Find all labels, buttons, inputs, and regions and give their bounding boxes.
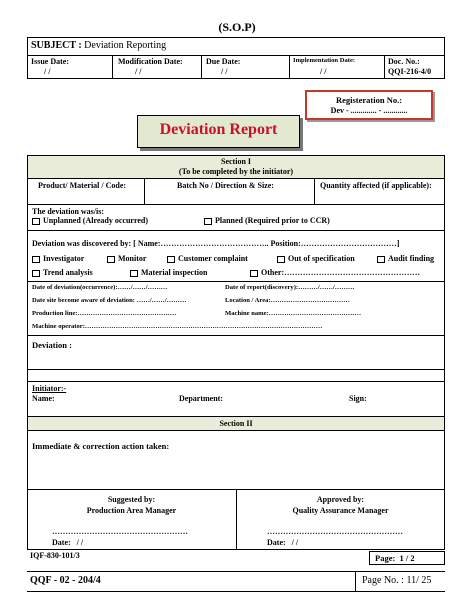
date-occurrence[interactable]: Date of deviation(occurrence):……/……/……… bbox=[32, 284, 168, 291]
department-label: Department: bbox=[179, 394, 223, 403]
opt-planned[interactable]: Planned (Required prior to CCR) bbox=[204, 216, 330, 225]
mod-date-label: Modification Date: bbox=[118, 57, 183, 66]
cb-monitor[interactable]: Monitor bbox=[107, 254, 146, 263]
checkbox-customer-complaint[interactable] bbox=[167, 256, 175, 263]
col-batch: Batch No / Direction & Size: bbox=[177, 181, 274, 190]
checkbox-unplanned[interactable] bbox=[32, 218, 40, 225]
approved-role: Quality Assurance Manager bbox=[292, 506, 389, 515]
report-title: Deviation Report bbox=[159, 121, 278, 138]
cb-audit-finding[interactable]: Audit finding bbox=[377, 254, 434, 263]
due-date-value: / / bbox=[221, 67, 228, 76]
opt-unplanned[interactable]: Unplanned (Already occurred) bbox=[32, 216, 148, 225]
checkbox-material-inspection[interactable] bbox=[130, 270, 138, 277]
checkbox-trend-analysis[interactable] bbox=[32, 270, 40, 277]
cb-other[interactable]: Other:…………………………………………… bbox=[250, 268, 420, 277]
issue-date-value: / / bbox=[44, 67, 51, 76]
deviation-label: Deviation : bbox=[32, 340, 72, 350]
approved-signature-line[interactable]: …………………………………………… bbox=[267, 527, 403, 536]
action-taken-label: Immediate & correction action taken: bbox=[32, 441, 170, 451]
checkbox-audit-finding[interactable] bbox=[377, 256, 385, 263]
due-date-label: Due Date: bbox=[206, 57, 241, 66]
cb-customer-complaint[interactable]: Customer complaint bbox=[167, 254, 248, 263]
approved-by: Approved by: bbox=[316, 495, 365, 504]
subject-value: Deviation Reporting bbox=[84, 40, 167, 51]
discovered-by[interactable]: Deviation was discovered by: [ Name:………………………………….. Position:………………………………] bbox=[32, 239, 400, 248]
page-indicator: Page: 1 / 2 bbox=[375, 553, 415, 563]
location[interactable]: Location / Area:……………………………… bbox=[225, 297, 350, 304]
form-code: IQF-830-101/3 bbox=[30, 551, 80, 560]
cb-investigator[interactable]: Investigator bbox=[32, 254, 84, 263]
signature-label: Sign: bbox=[349, 394, 367, 403]
impl-date-label: Implementation Date: bbox=[293, 57, 356, 64]
deviation-textarea[interactable] bbox=[28, 336, 444, 378]
action-textarea[interactable] bbox=[28, 455, 444, 489]
production-line[interactable]: Production line:……………………………………… bbox=[32, 310, 177, 317]
date-aware[interactable]: Date site become aware of deviation: ……/……/……… bbox=[32, 297, 187, 304]
subject-label: SUBJECT : Deviation Reporting bbox=[31, 40, 167, 51]
cb-trend-analysis[interactable]: Trend analysis bbox=[32, 268, 93, 277]
deviation-was-label: The deviation was/is: bbox=[32, 207, 105, 216]
suggested-date[interactable]: Date: / / bbox=[52, 538, 84, 547]
section1-heading: Section I bbox=[221, 157, 251, 166]
registration-value[interactable]: Dev - ............. - ............ bbox=[330, 106, 408, 115]
footer-code: QQF - 02 - 204/4 bbox=[30, 575, 101, 586]
suggested-by: Suggested by: bbox=[107, 495, 156, 504]
machine-name[interactable]: Machine name:…………………………………… bbox=[225, 310, 362, 317]
col-product: Product/ Material / Code: bbox=[38, 181, 127, 190]
suggested-role: Production Area Manager bbox=[86, 506, 177, 515]
registration-label: Registeration No.: bbox=[335, 95, 403, 105]
suggested-signature-line[interactable]: …………………………………………… bbox=[52, 527, 188, 536]
checkbox-other[interactable] bbox=[250, 270, 258, 277]
name-label: Name: bbox=[32, 394, 55, 403]
machine-operator[interactable]: Machine operator:……………………………………………………………………………………………… bbox=[32, 323, 323, 330]
mod-date-value: / / bbox=[135, 67, 142, 76]
issue-date-label: Issue Date: bbox=[31, 57, 69, 66]
section2-heading: Section II bbox=[219, 419, 253, 428]
checkbox-investigator[interactable] bbox=[32, 256, 40, 263]
cb-material-inspection[interactable]: Material inspection bbox=[130, 268, 207, 277]
section1-subheading: (To be completed by the initiator) bbox=[178, 167, 294, 176]
sop-title: (S.O.P) bbox=[218, 20, 256, 34]
approved-date[interactable]: Date: / / bbox=[267, 538, 299, 547]
checkbox-monitor[interactable] bbox=[107, 256, 115, 263]
impl-date-value: / / bbox=[320, 67, 327, 76]
doc-no-value: QQI-216-4/0 bbox=[388, 67, 432, 76]
initiator-label: Initiator:- bbox=[32, 384, 67, 393]
col-qty: Quantity affected (if applicable): bbox=[320, 181, 432, 190]
doc-no-label: Doc. No.: bbox=[388, 57, 420, 66]
footer-page: Page No. : 11/ 25 bbox=[362, 575, 432, 586]
cb-out-of-spec[interactable]: Out of specification bbox=[277, 254, 355, 263]
date-report[interactable]: Date of report(discovery):………/……/……… bbox=[225, 284, 355, 291]
checkbox-out-of-spec[interactable] bbox=[277, 256, 285, 263]
checkbox-planned[interactable] bbox=[204, 218, 212, 225]
